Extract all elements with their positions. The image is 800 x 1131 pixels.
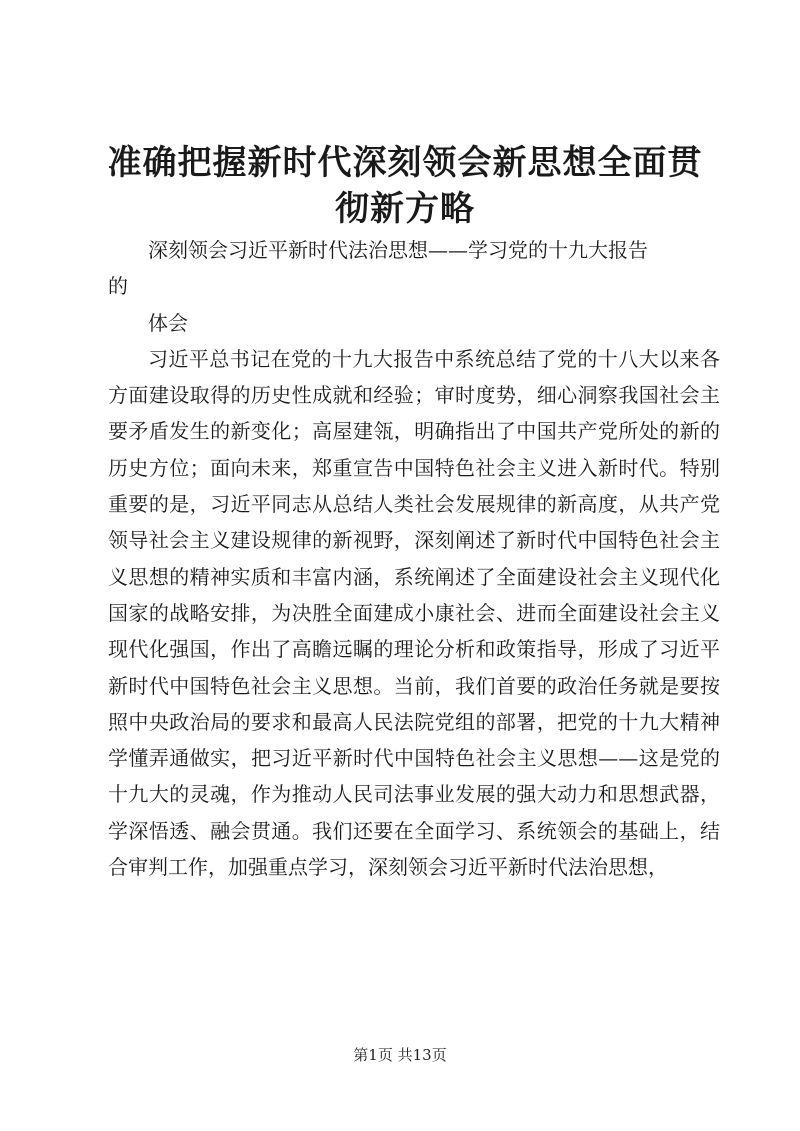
- document-title: 准确把握新时代深刻领会新思想全面贯彻新方略: [107, 143, 703, 229]
- subtitle-line: 深刻领会习近平新时代法治思想——学习党的十九大报告: [148, 238, 648, 262]
- document-body: [108, 232, 720, 885]
- subtitle-heading: 体会: [148, 310, 188, 335]
- subtitle-line-tail: 的: [108, 274, 128, 299]
- page-number-footer: 第1页 共13页: [353, 1046, 447, 1064]
- body-paragraph: 习近平总书记在党的十九大报告中系统总结了党的十八大以来各方面建设取得的历史性成就和经验；审时度势，细心洞察我国社会主要矛盾发生的新变化；高屋建瓴，明确指出了中国共产党所处的新的历史方位；面向未来，郑重宣告中国特色社会主义进入新时代。特别重要的是，习近平同志从总结人类社会发展规律的新高度，从共产党领导社会主义建设规律的新视野，深刻阐述了新时代中国特色社会主义思想的精神实质和丰富内涵，系统阐述了全面建设社会主义现代化国家的战略安排，为决胜全面建成小康社会、进而全面建设社会主义现代化强国，作出了高瞻远瞩的理论分析和政策指导，形成了习近平新时代中国特色社会主义思想。当前，我们首要的政治任务就是要按照中央政治局的要求和最高人民法院党组的部署，把党的十九大精神学懂弄通做实，把习近平新时代中国特色社会主义思想——这是党的十九大的灵魂，作为推动人民司法事业发展的强大动力和思想武器，学深悟透、融会贯通。我们还要在全面学习、系统领会的基础上，结合审判工作，加强重点学习，深刻领会习近平新时代法治思想，: [108, 346, 720, 880]
